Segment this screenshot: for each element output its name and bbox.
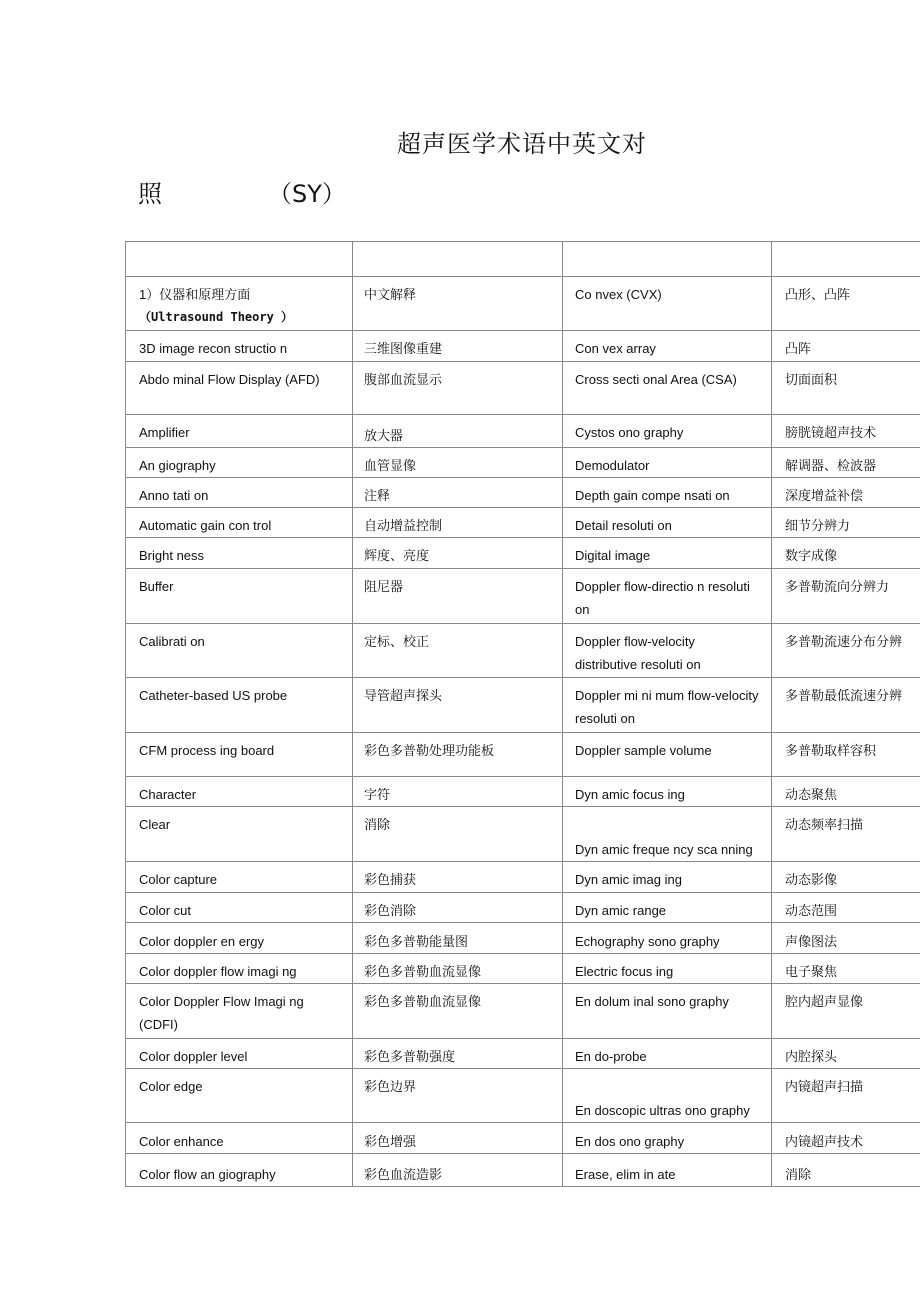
table-row [125, 678, 920, 733]
table-cell [125, 362, 352, 414]
cell-text: 三维图像重建 [364, 341, 443, 356]
cell-text: 多普勒最低流速分辨 [785, 688, 903, 703]
cell-text: 彩色消除 [364, 903, 417, 918]
table-cell [125, 862, 352, 892]
table-cell [562, 277, 771, 330]
table-cell [352, 242, 562, 276]
cell-text: 导管超声探头 [364, 688, 443, 703]
cell-text: Doppler flow-directio n resoluti on [575, 579, 750, 617]
table-cell [125, 242, 352, 276]
cell-text: 多普勒流向分辨力 [785, 579, 890, 594]
cell-text: 多普勒流速分布分辨 [785, 634, 903, 649]
table-row [125, 277, 920, 331]
table-cell [352, 415, 562, 447]
cell-text: Color Doppler Flow Imagi ng (CDFI) [139, 994, 304, 1032]
cell-text: 彩色多普勒血流显像 [364, 964, 482, 979]
table-cell [352, 777, 562, 806]
cell-text: Color capture [139, 872, 218, 887]
cell-text: Electric focus ing [575, 964, 674, 979]
table-cell [562, 984, 771, 1038]
table-cell [562, 478, 771, 507]
table-cell [352, 807, 562, 861]
table-row [125, 1154, 920, 1187]
cell-text: Color edge [139, 1079, 203, 1094]
table-cell [771, 807, 920, 861]
table-cell [771, 508, 920, 537]
table-cell [125, 569, 352, 623]
cell-text: 彩色多普勒处理功能板 [364, 743, 495, 758]
cell-text: Anno tati on [139, 488, 209, 503]
cell-text: 凸阵 [785, 341, 812, 356]
cell-text: Color doppler en ergy [139, 934, 265, 949]
table-row [125, 862, 920, 893]
table-cell [771, 1154, 920, 1186]
table-cell [771, 277, 920, 330]
table-row [125, 984, 920, 1039]
table-cell [125, 478, 352, 507]
table-cell [125, 1123, 352, 1153]
cell-text: Cystos ono graphy [575, 425, 684, 440]
cell-text: Dyn amic focus ing [575, 787, 685, 802]
cell-text: 动态范围 [785, 903, 838, 918]
table-cell [125, 893, 352, 922]
table-row [125, 508, 920, 538]
cell-text: 彩色血流造影 [364, 1167, 443, 1182]
cell-text: 放大器 [364, 428, 404, 443]
cell-text: Doppler flow-velocity distributive resoluti on [575, 634, 701, 672]
cell-text: Cross secti onal Area (CSA) [575, 372, 737, 387]
table-cell [352, 331, 562, 361]
cell-text: 电子聚焦 [785, 964, 838, 979]
table-cell [771, 331, 920, 361]
table-cell [125, 923, 352, 953]
table-cell [771, 893, 920, 922]
cell-text: 腹部血流显示 [364, 372, 443, 387]
table-cell [352, 362, 562, 414]
cell-text: Catheter-based US probe [139, 688, 288, 703]
table-cell [352, 984, 562, 1038]
cell-text: 动态影像 [785, 872, 838, 887]
cell-text: 凸形、凸阵 [785, 287, 851, 302]
table-cell [771, 538, 920, 568]
cell-text: 消除 [364, 817, 391, 832]
table-cell [125, 984, 352, 1038]
table-cell [562, 807, 771, 861]
cell-text: En dolum inal sono graphy [575, 994, 729, 1009]
table-row [125, 448, 920, 478]
cell-text: 辉度、亮度 [364, 548, 430, 563]
cell-text: 彩色多普勒血流显像 [364, 994, 482, 1009]
cell-text: 腔内超声显像 [785, 994, 864, 1009]
table-cell [562, 1069, 771, 1122]
table-cell [125, 807, 352, 861]
cell-text: 内镜超声扫描 [785, 1079, 864, 1094]
section-label: 1）仪器和原理方面 [139, 287, 251, 302]
cell-text: 彩色边界 [364, 1079, 417, 1094]
cell-text: 字符 [364, 787, 391, 802]
cell-text: 注释 [364, 488, 391, 503]
table-cell [562, 893, 771, 922]
cell-text: 数字成像 [785, 548, 838, 563]
cell-text: Color enhance [139, 1134, 224, 1149]
table-cell [125, 733, 352, 776]
cell-text: 膀胱镜超声技术 [785, 425, 877, 440]
cell-text: Depth gain compe nsati on [575, 488, 730, 503]
table-cell [352, 569, 562, 623]
table-row [125, 331, 920, 362]
table-cell [125, 448, 352, 477]
document-title-continued: 照 [138, 180, 162, 208]
section-label-en: （Ultrasound Theory ） [139, 310, 294, 324]
cell-text: Con vex array [575, 341, 656, 356]
table-cell [771, 1039, 920, 1068]
table-cell [352, 1039, 562, 1068]
cell-text: 彩色多普勒能量图 [364, 934, 469, 949]
cell-text: Detail resoluti on [575, 518, 672, 533]
table-cell [352, 923, 562, 953]
table-cell [562, 777, 771, 806]
table-cell [771, 1123, 920, 1153]
table-row [125, 733, 920, 777]
table-row [125, 624, 920, 678]
table-cell [352, 954, 562, 983]
table-cell [771, 624, 920, 677]
table-cell [562, 1039, 771, 1068]
table-cell [771, 362, 920, 414]
cell-text: Co nvex (CVX) [575, 287, 662, 302]
table-cell [771, 478, 920, 507]
table-cell [125, 1039, 352, 1068]
table-row [125, 478, 920, 508]
table-cell [125, 331, 352, 361]
cell-text: 动态聚焦 [785, 787, 838, 802]
cell-text: CFM process ing board [139, 743, 275, 758]
cell-text: 内腔探头 [785, 1049, 838, 1064]
table-row [125, 777, 920, 807]
table-row [125, 893, 920, 923]
table-cell [562, 569, 771, 623]
cell-text: En do-probe [575, 1049, 647, 1064]
table-cell [125, 277, 352, 330]
cell-text: 解调器、检波器 [785, 458, 877, 473]
cell-text: Buffer [139, 579, 174, 594]
cell-text: En dos ono graphy [575, 1134, 685, 1149]
table-cell [562, 624, 771, 677]
table-cell [562, 362, 771, 414]
cell-text: En doscopic ultras ono graphy [575, 1103, 750, 1118]
table-cell [352, 624, 562, 677]
table-row [125, 954, 920, 984]
cell-text: Dyn amic freque ncy sca nning [575, 842, 753, 857]
cell-text: Echography sono graphy [575, 934, 720, 949]
table-cell [562, 415, 771, 447]
cell-text: Color doppler flow imagi ng [139, 964, 297, 979]
table-cell [771, 678, 920, 732]
cell-text: Amplifier [139, 425, 190, 440]
table-row [125, 923, 920, 954]
cell-text: Automatic gain con trol [139, 518, 272, 533]
cell-text: 消除 [785, 1167, 812, 1182]
cell-text: Demodulator [575, 458, 650, 473]
document-code: （SY） [268, 180, 346, 208]
cell-text: 中文解释 [364, 287, 417, 302]
table-cell [125, 508, 352, 537]
table-cell [352, 277, 562, 330]
table-cell [352, 478, 562, 507]
cell-text: Color doppler level [139, 1049, 248, 1064]
table-cell [771, 954, 920, 983]
cell-text: Clear [139, 817, 171, 832]
terminology-table [125, 241, 920, 1187]
cell-text: Abdo minal Flow Display (AFD) [139, 372, 320, 387]
table-cell [562, 538, 771, 568]
table-cell [125, 678, 352, 732]
cell-text: 彩色多普勒强度 [364, 1049, 456, 1064]
table-cell [352, 893, 562, 922]
table-cell [125, 1069, 352, 1122]
table-cell [562, 331, 771, 361]
table-cell [562, 1123, 771, 1153]
cell-text: Color cut [139, 903, 192, 918]
cell-text: Color flow an giography [139, 1167, 276, 1182]
cell-text: 彩色增强 [364, 1134, 417, 1149]
table-cell [562, 954, 771, 983]
table-cell [352, 862, 562, 892]
table-row [125, 569, 920, 624]
table-row [125, 415, 920, 448]
table-row [125, 362, 920, 415]
cell-text: 切面面积 [785, 372, 838, 387]
table-cell [352, 1154, 562, 1186]
table-cell [352, 448, 562, 477]
table-cell [771, 923, 920, 953]
cell-text: Dyn amic range [575, 903, 667, 918]
table-cell [125, 415, 352, 447]
cell-text: Doppler mi ni mum flow-velocity resoluti on [575, 688, 759, 726]
table-row [125, 538, 920, 569]
cell-text: 自动增益控制 [364, 518, 443, 533]
cell-text: 声像图法 [785, 934, 838, 949]
cell-text: 动态频率扫描 [785, 817, 864, 832]
table-cell [771, 777, 920, 806]
table-cell [771, 1069, 920, 1122]
cell-text: Erase, elim in ate [575, 1167, 676, 1182]
table-cell [771, 242, 920, 276]
table-cell [562, 733, 771, 776]
cell-text: An giography [139, 458, 216, 473]
table-header-row [125, 242, 920, 277]
cell-text: Character [139, 787, 197, 802]
table-cell [771, 569, 920, 623]
table-cell [562, 448, 771, 477]
table-cell [562, 923, 771, 953]
table-cell [771, 984, 920, 1038]
cell-text: Bright ness [139, 548, 205, 563]
cell-text: 血管显像 [364, 458, 417, 473]
table-cell [352, 538, 562, 568]
cell-text: Digital image [575, 548, 651, 563]
table-cell [352, 678, 562, 732]
table-cell [771, 448, 920, 477]
table-cell [352, 508, 562, 537]
table-cell [125, 538, 352, 568]
cell-text: 细节分辨力 [785, 518, 851, 533]
cell-text: Calibrati on [139, 634, 205, 649]
cell-text: 3D image recon structio n [139, 341, 288, 356]
table-cell [352, 733, 562, 776]
table-cell [562, 242, 771, 276]
table-cell [125, 954, 352, 983]
table-cell [562, 1154, 771, 1186]
table-cell [771, 862, 920, 892]
table-cell [125, 1154, 352, 1186]
cell-text: 阻尼器 [364, 579, 404, 594]
cell-text: 内镜超声技术 [785, 1134, 864, 1149]
table-cell [352, 1123, 562, 1153]
cell-text: Doppler sample volume [575, 743, 712, 758]
cell-text: 定标、校正 [364, 634, 430, 649]
table-row [125, 1069, 920, 1123]
document-title: 超声医学术语中英文对 [397, 130, 647, 158]
cell-text: 深度增益补偿 [785, 488, 864, 503]
table-row [125, 1039, 920, 1069]
table-row [125, 1123, 920, 1154]
cell-text: Dyn amic imag ing [575, 872, 682, 887]
table-cell [352, 1069, 562, 1122]
cell-text: 多普勒取样容积 [785, 743, 877, 758]
table-cell [771, 415, 920, 447]
table-cell [562, 508, 771, 537]
table-cell [125, 624, 352, 677]
table-cell [562, 862, 771, 892]
cell-text: 彩色捕获 [364, 872, 417, 887]
table-cell [562, 678, 771, 732]
table-cell [125, 777, 352, 806]
table-cell [771, 733, 920, 776]
table-row [125, 807, 920, 862]
